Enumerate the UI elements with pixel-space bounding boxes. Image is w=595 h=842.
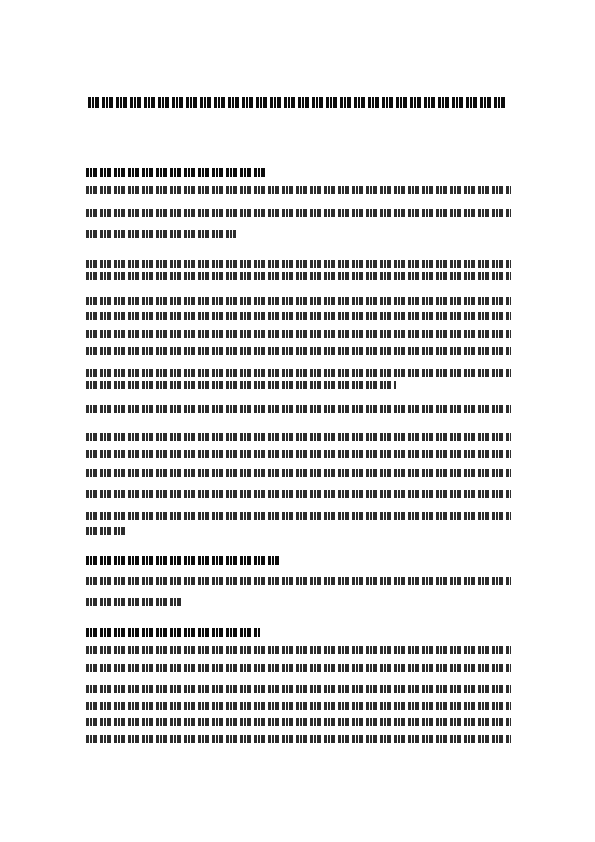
section-heading-illegible [86, 628, 261, 637]
text-line-illegible [86, 186, 511, 194]
text-line-illegible [86, 735, 511, 743]
text-line-illegible [86, 469, 511, 477]
text-line-illegible [86, 405, 511, 413]
text-line-illegible [86, 312, 511, 320]
text-line-illegible [86, 297, 511, 305]
text-line-illegible [86, 272, 511, 280]
text-line-illegible [86, 490, 511, 498]
section-heading-illegible [86, 556, 281, 565]
text-line-illegible [86, 512, 511, 520]
section-heading-illegible [86, 168, 266, 177]
text-line-illegible [86, 347, 511, 355]
text-line-illegible [86, 527, 126, 535]
text-line-illegible [86, 369, 511, 377]
text-line-illegible [86, 230, 236, 238]
text-line-illegible [86, 646, 511, 654]
text-line-illegible [86, 209, 511, 217]
text-line-illegible [86, 433, 511, 441]
text-line-illegible [86, 598, 181, 606]
text-line-illegible [86, 577, 511, 585]
text-line-illegible [86, 330, 511, 338]
text-line-illegible [86, 381, 396, 389]
text-line-illegible [86, 718, 511, 726]
text-line-illegible [86, 260, 511, 268]
text-line-illegible [86, 664, 511, 672]
text-line-illegible [86, 450, 511, 458]
text-line-illegible [86, 702, 511, 710]
document-title-illegible [88, 97, 508, 108]
text-line-illegible [86, 685, 511, 693]
